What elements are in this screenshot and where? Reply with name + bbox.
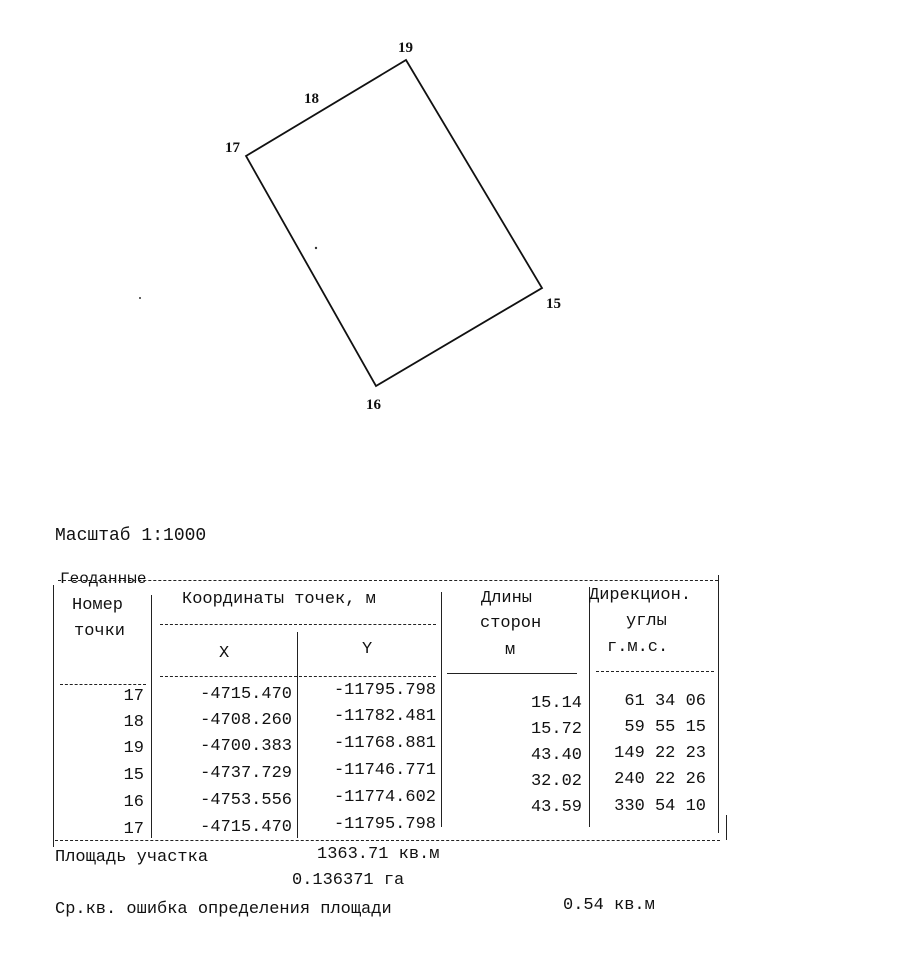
- row-point: 18: [123, 713, 144, 732]
- row-point: 17: [123, 687, 144, 706]
- row-y: -11768.881: [333, 734, 436, 753]
- area-label: Площадь участка: [55, 848, 209, 867]
- point-label-17: 17: [225, 140, 240, 156]
- parcel-outline: [246, 60, 542, 386]
- table-left-border: [53, 585, 54, 847]
- row-point: 19: [123, 739, 144, 758]
- point-label-15: 15: [546, 296, 561, 312]
- row-x: -4715.470: [200, 818, 292, 837]
- row-x: -4708.260: [200, 711, 292, 730]
- header-rule-xy: [160, 676, 436, 677]
- side-angle: 61 34 06: [624, 692, 706, 711]
- table-right-border: [718, 575, 719, 833]
- area-error-value: 0.54 кв.м: [563, 896, 655, 915]
- side-length: 43.40: [530, 746, 582, 765]
- header-rule-len: [447, 673, 577, 674]
- row-x: -4753.556: [200, 791, 292, 810]
- header-dir-3: г.м.с.: [607, 638, 669, 657]
- row-point: 16: [123, 793, 144, 812]
- header-dir-1: Дирекцион.: [589, 586, 692, 605]
- header-x: X: [219, 644, 230, 663]
- point-label-16: 16: [366, 397, 381, 413]
- table-bottom-border: [55, 840, 720, 841]
- table-top-border: [58, 580, 718, 581]
- coords-header-rule: [160, 624, 436, 625]
- row-point: 17: [123, 820, 144, 839]
- area-ha: 0.136371 га: [292, 871, 405, 890]
- point-label-18: 18: [304, 91, 319, 107]
- col-divider-coords: [441, 592, 442, 827]
- side-length: 32.02: [530, 772, 582, 791]
- row-y: -11774.602: [333, 788, 436, 807]
- parcel-center-dot: [315, 247, 317, 249]
- row-y: -11782.481: [333, 707, 436, 726]
- stray-dot: [139, 297, 141, 299]
- point-label-19: 19: [398, 40, 413, 56]
- side-angle: 330 54 10: [614, 797, 706, 816]
- header-coords: Координаты точек, м: [182, 590, 376, 609]
- row-y: -11746.771: [333, 761, 436, 780]
- row-y: -11795.798: [333, 815, 436, 834]
- side-length: 15.14: [530, 694, 582, 713]
- header-dir-2: углы: [626, 612, 667, 631]
- area-sqm: 1363.71 кв.м: [317, 845, 440, 864]
- header-rule-point: [60, 684, 146, 685]
- geodata-title: Геоданные: [60, 570, 147, 588]
- scale-label: Масштаб 1:1000: [55, 526, 207, 546]
- row-x: -4715.470: [200, 685, 292, 704]
- col-divider-point: [151, 595, 152, 838]
- row-point: 15: [123, 766, 144, 785]
- col-divider-dir: [589, 587, 590, 827]
- header-len-2: сторон: [480, 614, 542, 633]
- header-rule-dir: [596, 671, 714, 672]
- header-len-3: м: [505, 641, 516, 660]
- row-x: -4737.729: [200, 764, 292, 783]
- header-len-1: Длины: [481, 589, 533, 608]
- area-error-label: Ср.кв. ошибка определения площади: [55, 900, 392, 919]
- side-length: 15.72: [530, 720, 582, 739]
- header-point-2: точки: [74, 622, 126, 641]
- side-length: 43.59: [530, 798, 582, 817]
- header-point-1: Номер: [72, 596, 124, 615]
- row-x: -4700.383: [200, 737, 292, 756]
- table-right-tail: [726, 815, 727, 840]
- col-divider-xy: [297, 632, 298, 838]
- row-y: -11795.798: [333, 681, 436, 700]
- side-angle: 59 55 15: [624, 718, 706, 737]
- side-angle: 149 22 23: [614, 744, 706, 763]
- header-y: Y: [362, 640, 373, 659]
- side-angle: 240 22 26: [614, 770, 706, 789]
